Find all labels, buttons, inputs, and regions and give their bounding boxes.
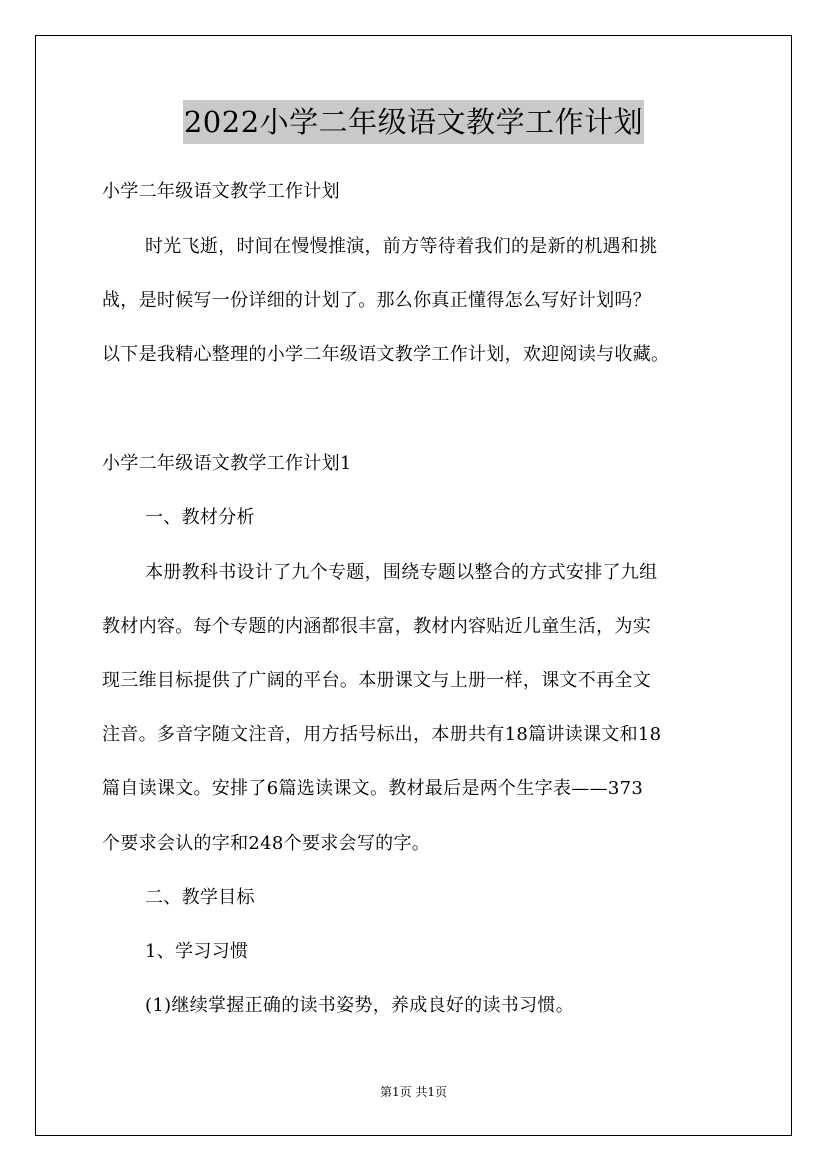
subtitle-line: 小学二年级语文教学工作计划	[102, 181, 340, 202]
body-paragraph-line: 个要求会认的字和248个要求会写的字。	[102, 833, 431, 854]
body-paragraph-line: 教材内容。每个专题的内涵都很丰富，教材内容贴近儿童生活，为实	[102, 616, 651, 637]
intro-paragraph-line: 以下是我精心整理的小学二年级语文教学工作计划，欢迎阅读与收藏。	[102, 344, 670, 365]
document-title: 2022小学二年级语文教学工作计划	[0, 100, 827, 144]
body-paragraph-line: 注音。多音字随文注音，用方括号标出，本册共有18篇讲读课文和18	[102, 724, 662, 745]
list-heading: 1、学习习惯	[145, 941, 249, 962]
list-item: (1)继续掌握正确的读书姿势，养成良好的读书习惯。	[145, 995, 574, 1016]
subsection-heading: 二、教学目标	[145, 887, 255, 908]
section-heading: 小学二年级语文教学工作计划1	[102, 453, 352, 474]
intro-paragraph-line: 战，是时候写一份详细的计划了。那么你真正懂得怎么写好计划吗？	[102, 290, 651, 311]
body-paragraph-line: 本册教科书设计了九个专题，围绕专题以整合的方式安排了九组	[145, 562, 658, 583]
page-number: 第1页 共1页	[379, 1085, 448, 1099]
intro-paragraph-line: 时光飞逝，时间在慢慢推演，前方等待着我们的是新的机遇和挑	[145, 236, 658, 257]
body-paragraph-line: 篇自读课文。安排了6篇选读课文。教材最后是两个生字表——373	[102, 778, 644, 799]
body-paragraph-line: 现三维目标提供了广阔的平台。本册课文与上册一样，课文不再全文	[102, 670, 651, 691]
subsection-heading: 一、教材分析	[145, 507, 255, 528]
